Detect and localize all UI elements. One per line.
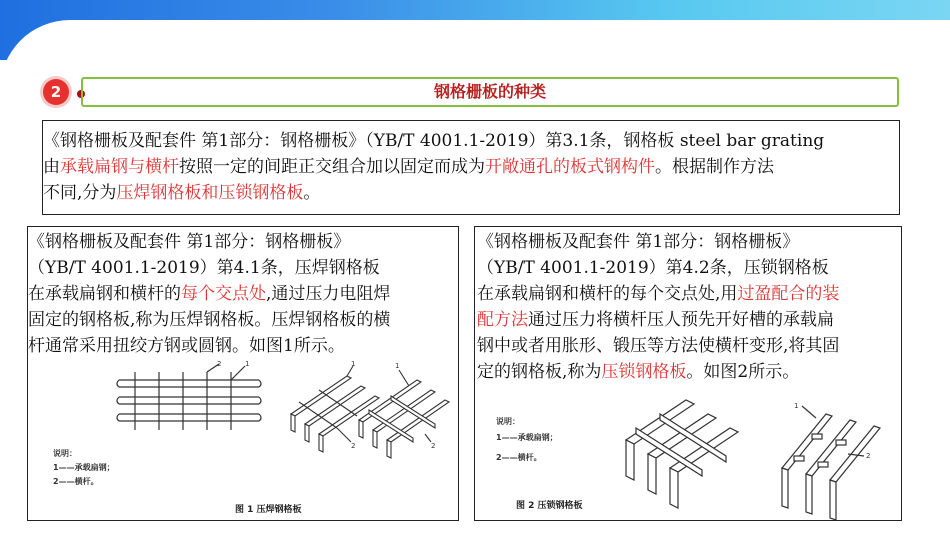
iso-view-a-drawing	[626, 400, 738, 508]
definition-box	[42, 120, 900, 215]
fig1-caption: 图 1 压焊钢格板	[235, 505, 302, 515]
left-line-2: （YB/T 4001.1-2019）第4.1条，压焊钢格板	[28, 258, 380, 278]
plan-label-1: 1	[245, 360, 250, 368]
iso2-label-2: 2	[431, 442, 436, 450]
figb-label-2: 2	[866, 452, 871, 460]
fig2-legend-title: 说明：	[496, 417, 520, 426]
right-line-4: 配方法通过压力将横杆压人预先开好槽的承载扁	[477, 310, 834, 330]
definition-line-1: 《钢格栅板及配套件 第1部分：钢格栅板》（YB/T 4001.1-2019）第3.1条，钢格板 steel bar grating	[43, 131, 825, 151]
definition-line-3: 不同,分为压焊钢格板和压锁钢格板。	[43, 183, 321, 203]
iso2-label-1: 1	[395, 362, 400, 370]
right-line-2: （YB/T 4001.1-2019）第4.2条，压锁钢格板	[477, 258, 829, 278]
iso1-label-2: 2	[351, 442, 356, 450]
fig1-legend-2: 2——横杆。	[53, 477, 99, 486]
plan-view-drawing	[117, 364, 261, 430]
plan-label-2: 2	[217, 360, 222, 368]
figure-1-pressure-welded-grating	[29, 358, 457, 520]
section-number-badge: 2	[43, 79, 69, 105]
fig2-legend-2: 2——横杆。	[496, 453, 542, 462]
definition-line-2: 由承载扁钢与横杆按照一定的间距正交组合加以固定而成为开敞通孔的板式钢构件。根据制作方法	[43, 157, 774, 177]
left-line-3: 在承载扁钢和横杆的每个交点处,通过压力电阻焊	[28, 284, 391, 304]
fig1-legend-1: 1——承载扁钢；	[53, 463, 115, 472]
figb-label-1: 1	[794, 402, 799, 410]
right-line-1: 《钢格栅板及配套件 第1部分：钢格栅板》	[477, 232, 800, 252]
fig2-caption: 图 2 压锁钢格板	[516, 501, 583, 511]
left-line-1: 《钢格栅板及配套件 第1部分：钢格栅板》	[28, 232, 351, 252]
iso1-label-1: 1	[351, 360, 356, 368]
iso-view-1-drawing	[291, 366, 379, 452]
figure-2-pressure-locked-grating	[476, 384, 900, 520]
fig1-legend-title: 说明：	[53, 449, 77, 458]
right-line-3: 在承载扁钢和横杆的每个交点处,用过盈配合的装	[477, 284, 840, 304]
left-line-4: 固定的钢格板,称为压焊钢格板。压焊钢格板的横	[28, 310, 391, 330]
right-line-6: 定的钢格板,称为压锁钢格板。如图2所示。	[477, 362, 800, 382]
left-line-5: 杆通常采用扭绞方钢或圆钢。如图1所示。	[28, 336, 345, 356]
fig2-legend-1: 1——承载扁钢；	[496, 433, 558, 442]
iso-view-2-drawing	[359, 370, 449, 458]
right-line-5: 钢中或者用胀形、锻压等方法使横杆变形,将其固	[477, 336, 840, 356]
section-title: 钢格栅板的种类	[81, 77, 899, 107]
iso-view-b-drawing	[782, 406, 880, 520]
